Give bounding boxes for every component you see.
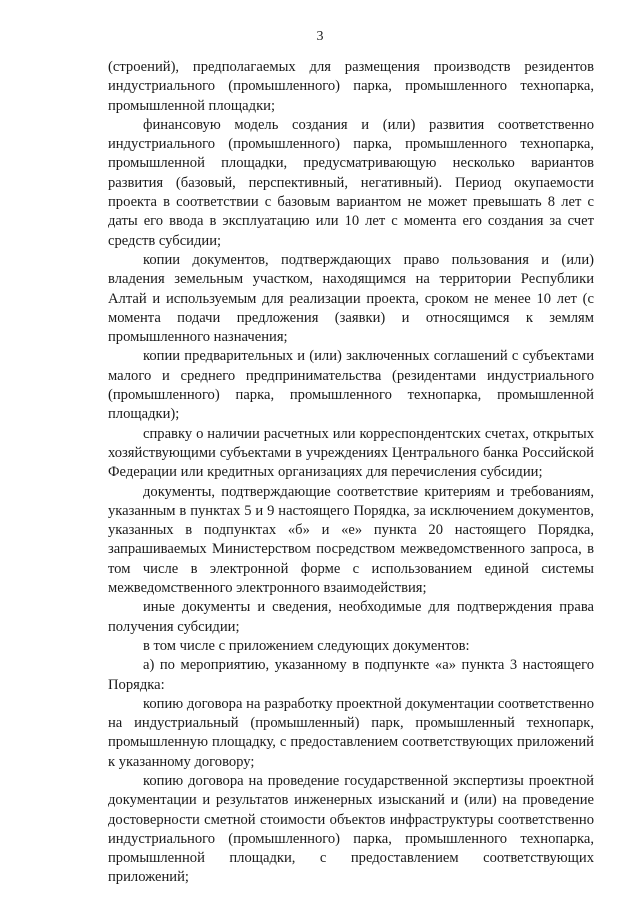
paragraph-financial-model: финансовую модель создания и (или) развития соответственно индустриального (промышленного) парка, промышленного технопарка, промышленной площадки, предусматривающую несколько вариантов развития (базовый, перспективный, негативный). Период окупаемости проекта в соответствии с базовым вариантом не может превышать 8 лет с даты его ввода в эксплуатацию или 10 лет с момента его создания за счет средств субсидии; xyxy=(108,116,594,249)
paragraph-other-documents: иные документы и сведения, необходимые для подтверждения права получения субсидии; xyxy=(108,599,594,635)
page-number: 3 xyxy=(316,29,324,44)
paragraph-criteria-documents: документы, подтверждающие соответствие критериям и требованиям, указанным в пунктах 5 и 9 настоящего Порядка, за исключением документов, указанных в подпунктах «б» и «е» пункта 20 настоящего Порядка, запрашиваемых Министерством посредством межведомственного запроса, в том числе в электронной форме с использованием единой системы межведомственного электронного взаимодействия; xyxy=(108,483,594,597)
paragraph-buildings-continuation: (строений), предполагаемых для размещения производств резидентов индустриального (промышленного) парка, промышленного технопарка, промышленной площадки; xyxy=(108,59,594,114)
paragraph-subitem-a: а) по мероприятию, указанному в подпункте «а» пункта 3 настоящего Порядка: xyxy=(108,657,594,693)
paragraph-sme-agreements: копии предварительных и (или) заключенных соглашений с субъектами малого и среднего предпринимательства (резидентами индустриального (промышленного) парка, промышленного технопарка, промышленной площадки); xyxy=(108,348,594,423)
paragraph-bank-accounts-certificate: справку о наличии расчетных или корреспондентских счетах, открытых хозяйствующими субъектами в учреждениях Центрального банка Российской Федерации или кредитных организациях для перечисления субсидии; xyxy=(108,425,594,481)
document-body xyxy=(108,58,594,888)
paragraph-design-contract: копию договора на разработку проектной документации соответственно на индустриальный (промышленный) парк, промышленный технопарк, промышленную площадку, с предоставлением соответствующих приложений к указанному договору; xyxy=(108,695,594,770)
paragraph-including-documents: в том числе с приложением следующих документов: xyxy=(143,637,470,654)
paragraph-land-rights-documents: копии документов, подтверждающих право пользования и (или) владения земельным участком, находящимся на территории Республики Алтай и используемым для реализации проекта, сроком не менее 10 лет (с момента подачи предложения (заявки) и относящимся к землям промышленного назначения; xyxy=(108,251,594,346)
paragraph-expertise-contract: копию договора на проведение государственной экспертизы проектной документации и результатов инженерных изысканий и (или) на проведение достоверности сметной стоимости объектов инфраструктуры соответственно индустриального (промышленного) парка, промышленного технопарка, промышленной площадки, с предоставлением соответствующих приложений; xyxy=(108,772,594,886)
